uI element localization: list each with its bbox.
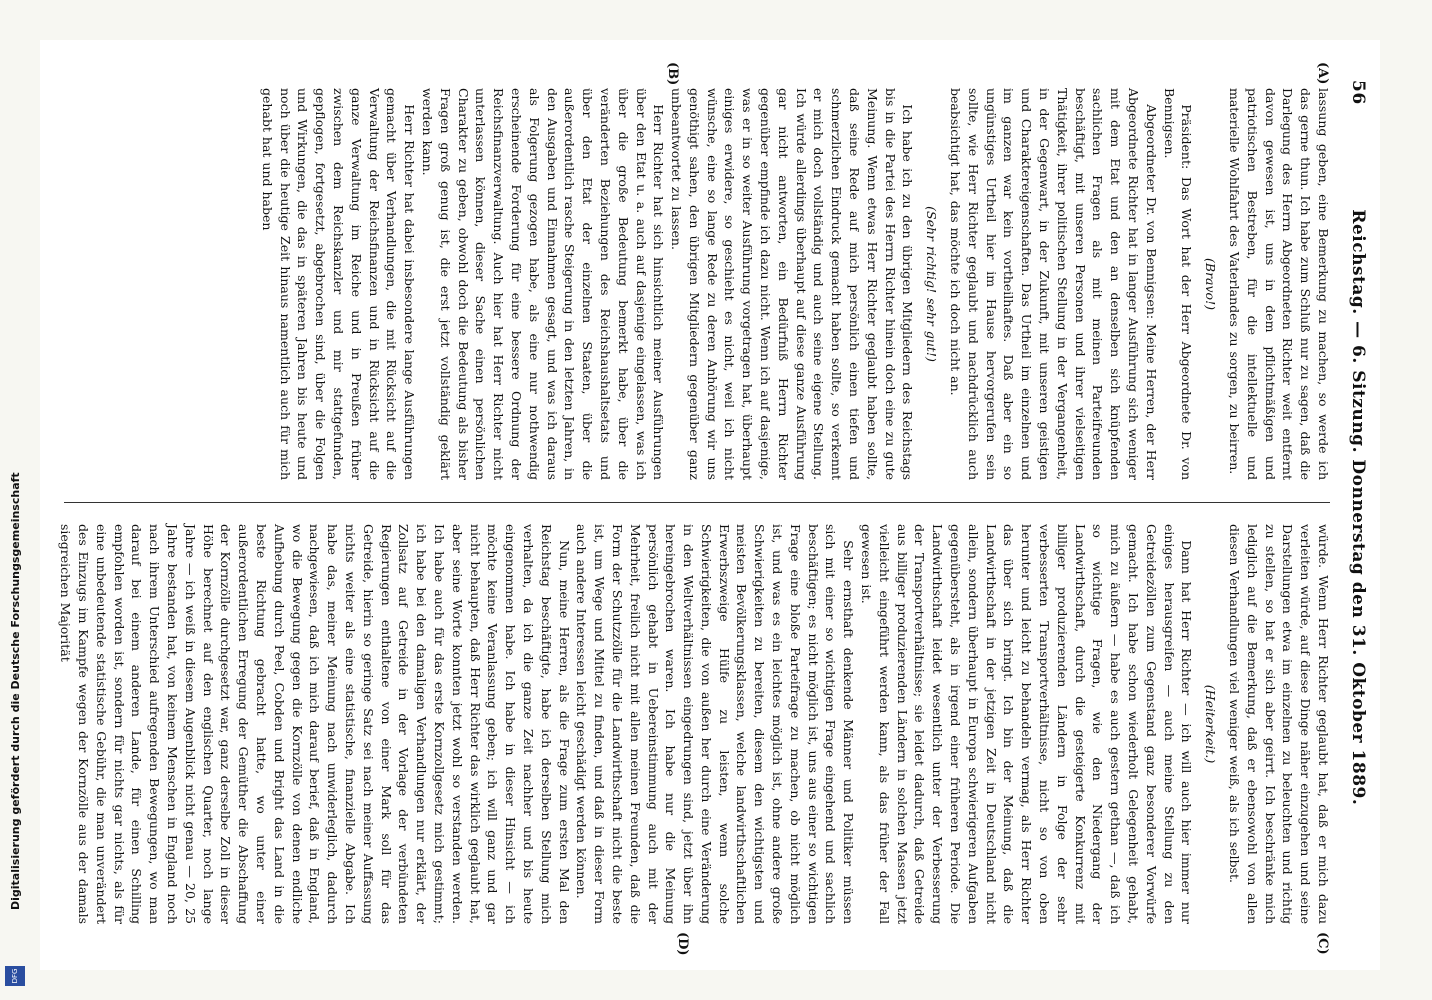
margin-marker-c: (C) [1315, 932, 1330, 955]
paragraph: Sehr ernsthaft denkende Männer und Politiker müssen sich mit einer so wichtigen Frage eingehend und sachlich beschäftigen; es nicht möglich ist, uns aus einer so wichtigen Frage eine bloße Parteifrage zu machen, ob nicht möglich ist, und was es ein leichtes möglich ist, ohne andere große Schwierigkeiten zu bereiten, diesem den wichtigsten und meisten Bevölkerungsklassen, welche landwirthschaftlichen Erwerbszweige Hülfe zu leisten, wenn solche Schwierigkeiten, die von außen her durch eine Veränderung in den Weltverhältnissen eingedrungen sind, jetzt über ihn hereingebrochen waren. Ich habe nur die Meinung persönlich gehabt in Uebereinstimmung auch mit der Mehrheit, freilich nicht mit allen meinen Freunden, daß die Form der Schutzzölle für die Landwirthschaft nicht die beste ist, um Wege und Mittel zu finden, und daß in dieser Form auch andere Interessen leicht geschädigt werden können. [574, 524, 857, 924]
page-number: 56 [1348, 80, 1368, 105]
column-divider [64, 502, 1330, 503]
margin-marker-a: (A) [1315, 62, 1330, 85]
margin-marker-b: (B) [665, 62, 680, 86]
paragraph: würde. Wenn Herr Richter geglaubt hat, daß er mich dazu verleiten würde, auf diese Dinge näher einzugehen und seine Darstellungen etwa im einzelnen zu beleuchten und richtig zu stellen, so hat er sich aber geirrt. Ich beschränke mich lediglich auf die Bemerkung, daß er ebensowohl von allen diesen Verhandlungen viel weniger weiß, als ich selbst. [1227, 524, 1331, 924]
page-content-rotated [40, 40, 1380, 970]
paragraph: lassung geben, eine Bemerkung zu machen, so werde ich das gerne thun. Ich habe zum Schluß nur zu sagen, daß die Darlegung des Herrn Abgeordneten Richter weit entfernt davon gewesen ist, uns in dem pflichtmäßigen und patriotischen Bestreben, für die intellektuelle und materielle Wohlfahrt des Vaterlandes zu sorgen, zu beirren. [1227, 88, 1331, 480]
logo-text: DFG [11, 968, 19, 984]
interjection: (Sehr richtig! sehr gut!) [924, 206, 940, 362]
paragraph: Präsident: Das Wort hat der Herr Abgeordnete Dr. von Bennigsen. [1161, 88, 1195, 480]
left-text-column [60, 88, 1332, 480]
scanned-page [40, 40, 1380, 970]
margin-marker-d: (D) [675, 932, 690, 956]
dfg-logo-icon [5, 966, 25, 986]
paragraph: Nun, meine Herren, als die Frage zum ersten Mal den Reichstag beschäftigte, habe ich derselben Stellung mich verhalten, da ich die ganze Zeit nachher und bis heute eingenommen habe. Ich habe in dieser Hinsicht — ich möchte keine Veranlassung geben; ich will ganz und gar nicht behaupten, daß Herr Richter das wirklich geglaubt hat, aber seine Worte konnten jetzt wohl so verstanden werden. Ich habe auch für das erste Kornzollgesetz mich gestimmt; ich habe bei den damaligen Verhandlungen nur erklärt, der Zollsatz auf Getreide in der Vorlage der verbündeten Regierungen enthaltene von einer Mark soll für das Getreide, hierin so geringe Satz sei nach meiner Auffassung nichts weiter als eine statistische, finanzielle Abgabe. Ich habe das, meiner Meinung nach unwiderleglich, dadurch nachgewiesen, daß ich mich darauf berief, daß in England, wo die Bewegung gegen die Kornzölle von denen endliche Aufhebung durch Peel, Cobden und Bright das Land in die beste Richtung gebracht hatte, wo unter einer außerordentlichen Erregung der Gemüther die Abschaffung der Kornzölle durchgesetzt war, ganz derselbe Zoll in dieser Höhe berechnet auf den englischen Quarter, noch lange Jahre — ich weiß in diesem Augenblick nicht genau — 20, 25 Jahre bestanden hat, von keinem Menschen in England noch nach ihrem Unterschied aufregenden Bewegungen, wo man darauf bei einem anderen Lande, für einen Schilling empfohlen worden ist, sondern für nichts gar nichts, als für eine unbedeutende statistische Gebühr, die man unverändert des Einzugs im Kampfe wegen der Kornzölle aus der damals siegreichen Majorität [58, 524, 572, 924]
paragraph: Abgeordneter Dr. von Bennigsen: Meine Herren, der Herr Abgeordnete Richter hat in langer Ausführung sich weniger mit dem Etat und den an denselben sich knüpfenden sachlichen Fragen als mit meinen Parteifreunden beschäftigt, mit unseren Personen und ihrer vielseitigen Thätigkeit, ihrer politischen Stellung in der Vergangenheit, in der Gegenwart, in der Zukunft, mit unseren geistigen und Charaktereigenschaften. Das Urtheil im einzelnen und im ganzen war kein vortheilhaftes. Daß aber ein so ungünstiges Urtheil hier im Hause hervorgerufen sein sollte, wie Herr Richter geglaubt und nachdrücklich auch beabsichtigt hat, das möchte ich doch nicht an. [948, 88, 1159, 480]
interjection: (Bravo!) [1203, 258, 1219, 310]
paragraph: Herr Richter hat dabei insbesondere lange Ausführungen gemacht über Verhandlungen, die mit Rücksicht auf die Verwaltung der Reichsfinanzen und in Rücksicht auf die ganze Verwaltung im Reiche und in Preußen früher zwischen dem Reichskanzler und mir stattgefunden, gepflogen, fortgesetzt, abgebrochen sind, über die Folgen und Wirkungen, die das in späteren Jahren bis heute und noch über die heutige Zeit hinaus namentlich auch für mich gehabt hat und haben [259, 88, 418, 480]
credit-text: Digitalisierung gefördert durch die Deutsche Forschungsgemeinschaft [9, 472, 22, 910]
right-text-column [60, 524, 1332, 924]
paragraph: Herr Richter hat sich hinsichtlich meiner Ausführungen über den Etat u. a. auch auf dasjenige eingelassen, was ich über die große Bedeutung bemerkt habe, über die veränderten Beziehungen des Reichshaushaltsetats und über den Etat der einzelnen Staaten, über die außerordentlich rasche Steigerung in den letzten Jahren, in den Ausgaben und Einnahmen gesagt, und was ich daraus als Folgerung gezogen habe, als eine nur nothwendig erscheinende Forderung für eine bessere Ordnung der Reichsfinanzverwaltung. Auch hier hat Herr Richter nicht unterlassen können, dieser Sache einen persönlichen Charakter zu geben, obwohl doch die Bedeutung als bisher Fragen groß genug ist, die erst jetzt vollständig geklärt werden kann. [419, 88, 667, 480]
digitization-credit [4, 40, 28, 970]
page-header [1340, 80, 1376, 930]
paragraph: Ich habe ich zu den übrigen Mitgliedern des Reichstags bis in die Partei des Herrn Richter hinein doch eine zu gute Meinung. Wenn etwas Herr Richter geglaubt haben sollte, daß seine Rede auf mich persönlich einen tiefen und schmerzlichen Eindruck gemacht haben sollte, so verkennt er mich doch vollständig und auch seine eigene Stellung. Ich würde allerdings überhaupt auf diese ganze Ausführung gar nicht antworten, ein Bedürfniß Herrn Richter gegenüber empfinde ich dazu nicht. Wenn ich auf dasjenige, was er in so weiter Ausführung vorgetragen hat, überhaupt einiges erwidere, so geschieht es nicht, weil ich nicht wünsche, eine so lange Rede zu deren Anhörung wir uns genöthigt sahen, den übrigen Mitgliedern gegenüber ganz unbeantwortet zu lassen. [669, 88, 916, 480]
page-title: Reichstag. — 6. Sitzung. Donnerstag den 31. Oktober 1889. [1348, 209, 1368, 806]
interjection: (Heiterkeit.) [1203, 684, 1219, 764]
paragraph: Dann hat Herr Richter — ich will auch hier immer nur einiges herausgreifen — auch meine Stellung zu den Getreidezöllen zum Gegenstand ganz besonderer Vorwürfe gemacht. Ich habe schon wiederholt Gelegenheit gehabt, mich zu äußern — habe es auch gestern gethan —, daß ich so wichtige Fragen, wie den Niedergang der Landwirthschaft, durch die gesteigerte Konkurrenz mit billiger produzierenden Ländern in Folge der sehr verbesserten Transportverhältnisse, nicht so von oben herunter und leicht zu behandeln vermag, als Herr Richter das über sich bringt. Ich bin der Meinung, daß die Landwirthschaft in der jetzigen Zeit in Deutschland nicht allein, sondern überhaupt in Europa schwierigeren Aufgaben gegenübersteht, als in irgend einer früheren Periode. Die Landwirthschaft leidet wesentlich unter der Verbesserung der Transportverhältnisse; sie leidet dadurch, daß Getreide aus billiger produzierenden Ländern in solchen Massen jetzt vielleicht eingeführt werden kann, als das früher der Fall gewesen ist. [859, 524, 1195, 924]
